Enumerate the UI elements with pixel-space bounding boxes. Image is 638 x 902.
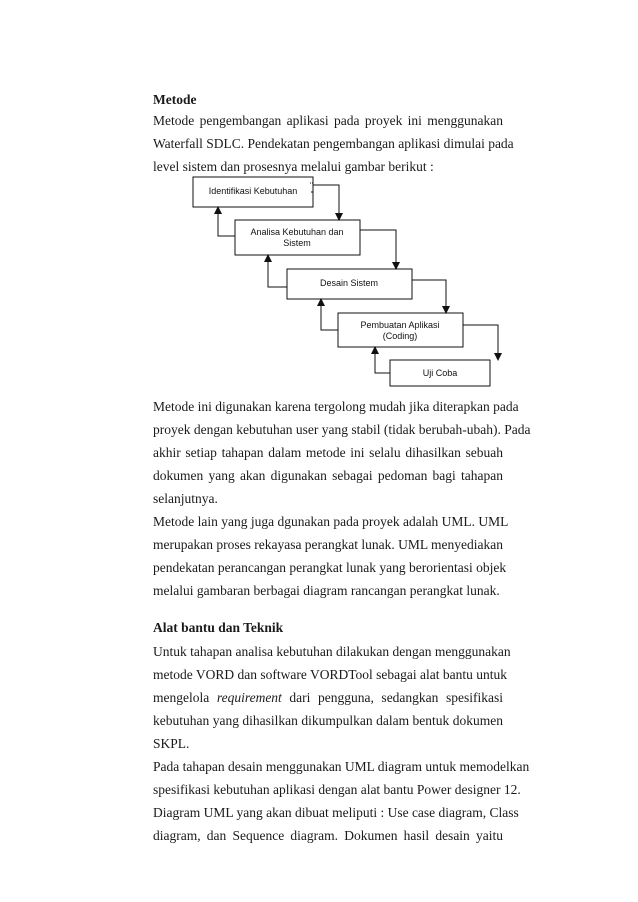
arrow-1-to-2	[313, 185, 339, 217]
section-heading-metode: Metode	[153, 92, 197, 107]
step-label-pembuatan-2: (Coding)	[382, 331, 418, 341]
requirement-term: requirement	[216, 690, 282, 705]
feedback-arrow-3-to-2	[268, 258, 287, 287]
para4-line-3-pre: mengelola	[153, 690, 210, 705]
para4-line-1: Untuk tahapan analisa kebutuhan dilakukan dengan menggunakan	[153, 644, 511, 659]
para5-line-2: spesifikasi kebutuhan aplikasi dengan alat bantu Power designer 12.	[153, 782, 521, 797]
para2-line-5: selanjutnya.	[153, 491, 218, 506]
para5-line-3: Diagram UML yang akan dibuat meliputi : Use case diagram, Class	[153, 805, 519, 820]
feedback-arrow-5-to-4	[375, 350, 390, 373]
step-label-desain: Desain Sistem	[319, 278, 379, 288]
para4-line-5: SKPL.	[153, 736, 190, 751]
para2-line-4: dokumen yang akan digunakan sebagai pedoman bagi tahapan	[153, 468, 503, 483]
para5-line-1: Pada tahapan desain menggunakan UML diagram untuk memodelkan	[153, 759, 530, 774]
step-label-analisa-1: Analisa Kebutuhan dan	[250, 227, 344, 237]
intro-line-2: Waterfall SDLC. Pendekatan pengembangan aplikasi dimulai pada	[153, 136, 514, 151]
arrow-4-to-5	[463, 325, 498, 357]
para2-line-1: Metode ini digunakan karena tergolong mudah jika diterapkan pada	[153, 399, 519, 414]
step-label-pembuatan-1: Pembuatan Aplikasi	[360, 320, 440, 330]
para3-line-3: pendekatan perancangan perangkat lunak yang berorientasi objek	[153, 560, 507, 575]
para4-line-2: metode VORD dan software VORDTool sebagai alat bantu untuk	[153, 667, 507, 682]
waterfall-diagram	[140, 170, 510, 395]
para3-line-2: merupakan proses rekayasa perangkat lunak. UML menyediakan	[153, 537, 503, 552]
intro-line-1: Metode pengembangan aplikasi pada proyek ini menggunakan	[153, 113, 503, 128]
step-label-uji-coba: Uji Coba	[422, 368, 458, 378]
para4-line-4: kebutuhan yang dihasilkan dikumpulkan dalam bentuk dokumen	[153, 713, 503, 728]
para2-line-2: proyek dengan kebutuhan user yang stabil (tidak berubah-ubah). Pada	[153, 422, 531, 437]
step-label-identifikasi: Identifikasi Kebutuhan	[208, 186, 298, 196]
arrow-2-to-3	[360, 230, 396, 266]
intro-line-3: level sistem dan prosesnya melalui gambar berikut :	[153, 159, 434, 174]
para4-line-3	[153, 689, 503, 706]
feedback-arrow-4-to-3	[321, 302, 338, 330]
para2-line-3: akhir setiap tahapan dalam metode ini selalu dihasilkan sebuah	[153, 445, 503, 460]
section-heading-alat-bantu: Alat bantu dan Teknik	[153, 620, 284, 635]
feedback-arrow-2-to-1	[218, 210, 235, 236]
para3-line-1: Metode lain yang juga dgunakan pada proyek adalah UML. UML	[153, 514, 509, 529]
para3-line-4: melalui gambaran berbagai diagram rancangan perangkat lunak.	[153, 583, 500, 598]
para4-line-3-post: dari pengguna, sedangkan spesifikasi	[289, 690, 503, 705]
step-label-analisa-2: Sistem	[283, 238, 311, 248]
para5-line-4: diagram, dan Sequence diagram. Dokumen hasil desain yaitu	[153, 828, 503, 843]
step-box-pembuatan	[338, 313, 463, 347]
arrow-3-to-4	[412, 280, 446, 310]
